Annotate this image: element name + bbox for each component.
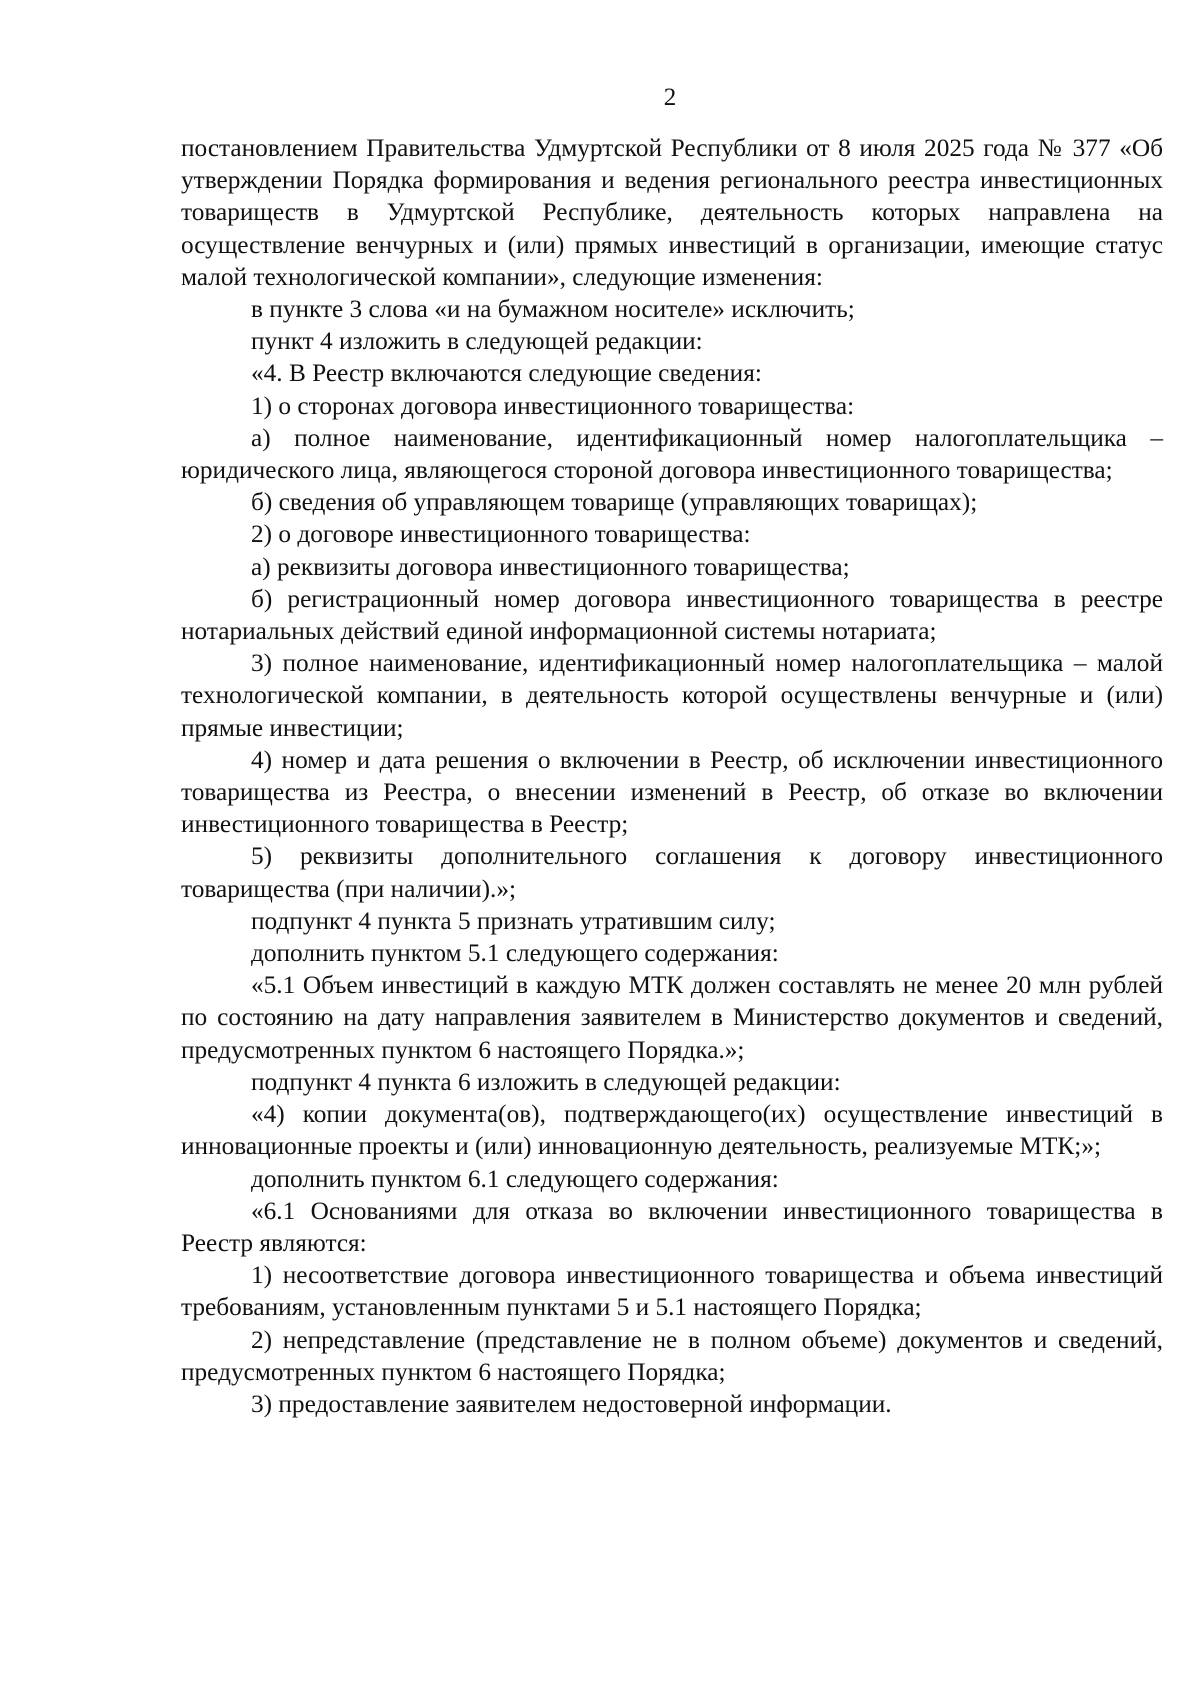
page-number: 2	[663, 84, 677, 111]
paragraph: 2) непредставление (представление не в полном объеме) документов и сведений, предусмотренных пунктом 6 настоящего Порядка;	[181, 1325, 1163, 1386]
paragraph: подпункт 4 пункта 6 изложить в следующей редакции:	[251, 1067, 841, 1096]
paragraph: 3) полное наименование, идентификационный номер налогоплательщика – малой технологической компании, в деятельность которой осуществлены венчурные и (или) прямые инвестиции;	[181, 649, 1163, 742]
paragraph: 1) о сторонах договора инвестиционного товарищества:	[251, 391, 855, 420]
paragraph: «6.1 Основаниями для отказа во включении инвестиционного товарищества в Реестр являются:	[181, 1196, 1163, 1257]
paragraph: а) полное наименование, идентификационный номер налогоплательщика – юридического лица, являющегося стороной договора инвестиционного товарищества;	[181, 423, 1163, 485]
paragraph: пункт 4 изложить в следующей редакции:	[251, 327, 703, 356]
paragraph-intro: постановлением Правительства Удмуртской Республики от 8 июля 2025 года № 377 «Об утверждении Порядка формирования и ведения регионального реестра инвестиционных товариществ в Удмуртской Республике, деятельность которых направлена на осуществление венчурных и (или) прямых инвестиций в организации, имеющие статус малой технологической компании», следующие изменения:	[181, 134, 1163, 291]
paragraph: 1) несоответствие договора инвестиционного товарищества и объема инвестиций требованиям, установленным пунктами 5 и 5.1 настоящего Порядка;	[181, 1261, 1163, 1322]
paragraph: 4) номер и дата решения о включении в Реестр, об исключении инвестиционного товарищества из Реестра, о внесении изменений в Реестр, об отказе во включении инвестиционного товарищества в Реестр;	[181, 745, 1163, 839]
paragraph: подпункт 4 пункта 5 признать утратившим силу;	[251, 906, 776, 935]
document-body	[181, 132, 1163, 1420]
paragraph: «5.1 Объем инвестиций в каждую МТК должен составлять не менее 20 млн рублей по состоянию на дату направления заявителем в Министерство документов и сведений, предусмотренных пунктом 6 настоящего Порядка.»;	[181, 971, 1163, 1064]
paragraph: в пункте 3 слова «и на бумажном носителе» исключить;	[251, 295, 855, 324]
paragraph: «4. В Реестр включаются следующие сведения:	[251, 359, 762, 388]
paragraph: дополнить пунктом 5.1 следующего содержания:	[251, 939, 779, 968]
paragraph: 2) о договоре инвестиционного товарищества:	[251, 520, 751, 549]
paragraph: а) реквизиты договора инвестиционного товарищества;	[251, 552, 850, 581]
paragraph: дополнить пунктом 6.1 следующего содержания:	[251, 1164, 779, 1193]
paragraph: 5) реквизиты дополнительного соглашения к договору инвестиционного товарищества (при наличии).»;	[181, 842, 1163, 903]
paragraph: б) сведения об управляющем товарище (управляющих товарищах);	[251, 488, 978, 517]
paragraph: 3) предоставление заявителем недостоверной информации.	[251, 1389, 892, 1418]
paragraph: «4) копии документа(ов), подтверждающего(их) осуществление инвестиций в инновационные проекты и (или) инновационную деятельность, реализуемые МТК;»;	[181, 1100, 1163, 1161]
paragraph: б) регистрационный номер договора инвестиционного товарищества в реестре нотариальных действий единой информационной системы нотариата;	[181, 584, 1163, 646]
